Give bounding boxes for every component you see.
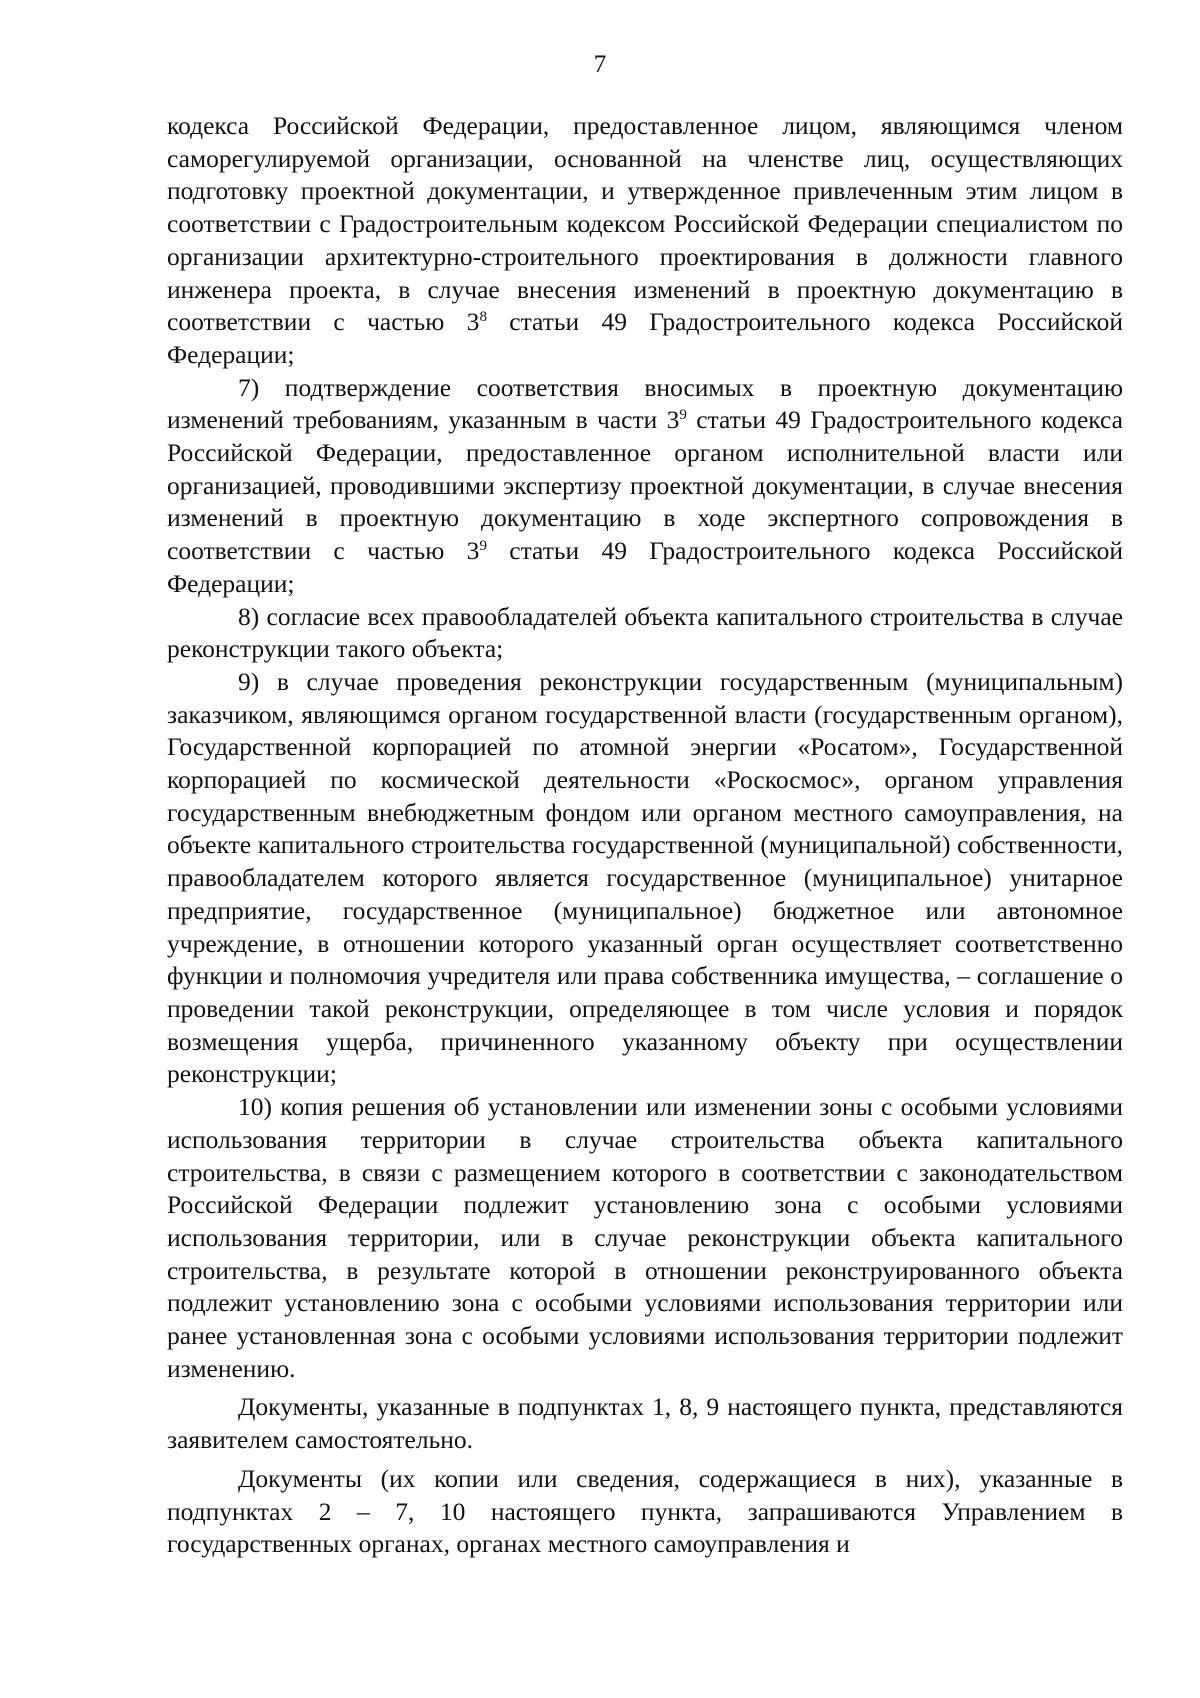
page-number: 7 (593, 51, 607, 78)
superscript: 8 (479, 309, 487, 326)
paragraph-text-end: статьи 49 Градостроительного кодекса Российской Федерации; (167, 536, 1123, 598)
document-body (167, 110, 1123, 1561)
paragraph-text: кодекса Российской Федерации, предоставленное лицом, являющимся членом саморегулируемой организации, основанной на членстве лиц, осуществляющих подготовку проектной документации, и утвержденное привлеченным этим лицом в соответствии с Градостроительным кодексом Российской Федерации специалистом по организации архитектурно-строительного проектирования в должности главного инженера проекта, в случае внесения изменений в проектную документацию в соответствии с частью 3 (167, 111, 1123, 337)
paragraph-documents-requested: Документы (их копии или сведения, содержащиеся в них), указанные в подпунктах 2 – 7, 10 настоящего пункта, запрашиваются Управлением в государственных органах, органах местного самоуправления и (167, 1463, 1123, 1559)
paragraph-documents-self-submitted: Документы, указанные в подпунктах 1, 8, 9 настоящего пункта, представляются заявителем самостоятельно. (167, 1392, 1123, 1455)
paragraph-item-10: 10) копия решения об установлении или изменении зоны с особыми условиями использования территории в случае строительства объекта капитального строительства, в связи с размещением которого в соответствии с законодательством Российской Федерации подлежит установлению зона с особыми условиями использования территории, или в случае реконструкции объекта капитального строительства, в результате которой в отношении реконструированного объекта подлежит установлению зона с особыми условиями использования территории или ранее установленная зона с особыми условиями использования территории подлежит изменению. (167, 1092, 1123, 1383)
paragraph-text: 7) подтверждение соответствия вносимых в проектную документацию изменений требованиям, указанным в части 3 (167, 372, 1123, 435)
paragraph-text-end: статьи 49 Градостроительного кодекса Российской Федерации; (167, 307, 1123, 369)
paragraph-item-6-continuation (167, 110, 1123, 372)
paragraph-item-9: 9) в случае проведения реконструкции государственным (муниципальным) заказчиком, являющимся органом государственной власти (государственным органом), Государственной корпорацией по атомной энергии «Росатом», Государственной корпорацией по космической деятельности «Роскосмос», органом управления государственным внебюджетным фондом или органом местного самоуправления, на объекте капитального строительства государственной (муниципальной) собственности, правообладателем которого является государственное (муниципальное) унитарное предприятие, государственное (муниципальное) бюджетное или автономное учреждение, в отношении которого указанный орган осуществляет соответственно функции и полномочия учредителя или права собственника имущества, – соглашение о проведении такой реконструкции, определяющее в том числе условия и порядок возмещения ущерба, причиненного указанному объекту при осуществлении реконструкции; (167, 666, 1123, 1089)
superscript: 9 (679, 407, 687, 424)
paragraph-item-8: 8) согласие всех правообладателей объекта капитального строительства в случае реконструкции такого объекта; (167, 601, 1123, 664)
paragraph-item-7 (167, 372, 1123, 601)
paragraph-text-middle: статьи 49 Градостроительного кодекса Российской Федерации, предоставленное органом исполнительной власти или организацией, проводившими экспертизу проектной документации, в случае внесения изменений в проектную документацию в ходе экспертного сопровождения в соответствии с частью 3 (167, 405, 1123, 566)
superscript: 9 (479, 538, 487, 555)
